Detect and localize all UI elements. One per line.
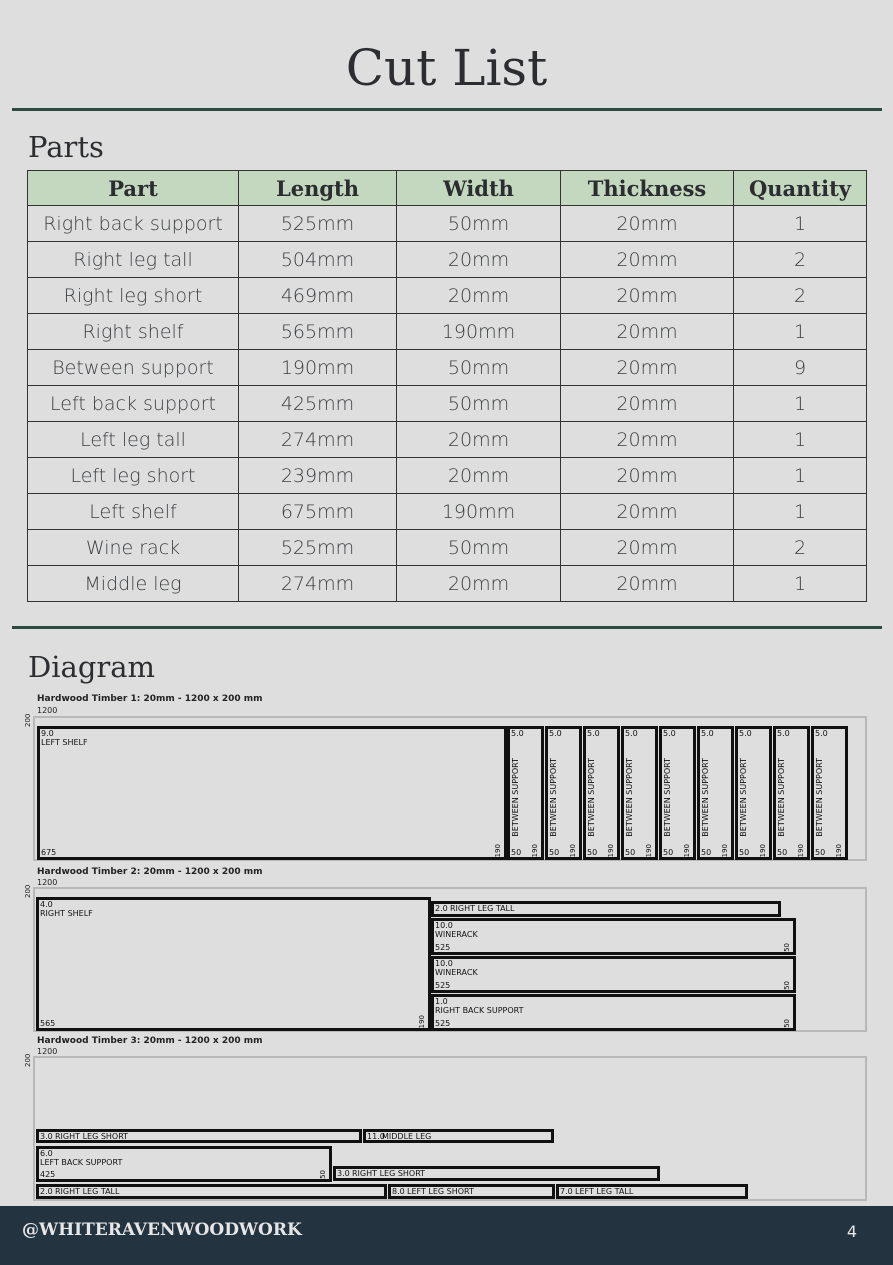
table-cell: 469mm — [239, 278, 397, 314]
footer-handle: @WHITERAVENWOODWORK — [22, 1220, 302, 1240]
table-row — [28, 530, 867, 566]
page-title: Cut List — [345, 39, 548, 97]
piece-left-back-support: 6.0 LEFT BACK SUPPORT 425 50 — [36, 1146, 332, 1182]
table-row — [28, 386, 867, 422]
piece-between-support: 5.0 BETWEEN SUPPORT 50 190 — [621, 726, 658, 860]
table-cell: 20mm — [561, 494, 734, 530]
table-cell: 675mm — [239, 494, 397, 530]
table-cell: Left leg tall — [28, 422, 239, 458]
table-cell: 1 — [734, 386, 867, 422]
table-cell: 1 — [734, 494, 867, 530]
timber-2-width: 200 — [24, 884, 32, 898]
table-cell: 20mm — [397, 422, 561, 458]
table-cell: Wine rack — [28, 530, 239, 566]
table-cell: Right back support — [28, 206, 239, 242]
table-row — [28, 458, 867, 494]
table-row — [28, 566, 867, 602]
piece-between-support: 5.0 BETWEEN SUPPORT 50 190 — [735, 726, 772, 860]
table-row — [28, 350, 867, 386]
piece-left-leg-short: 8.0 LEFT LEG SHORT — [388, 1184, 555, 1199]
table-row — [28, 278, 867, 314]
header-width: Width — [397, 171, 561, 206]
table-cell: Middle leg — [28, 566, 239, 602]
piece-right-leg-short-1: 3.0 RIGHT LEG SHORT — [36, 1129, 362, 1143]
table-cell: 50mm — [397, 386, 561, 422]
piece-right-leg-short-2: 3.0 RIGHT LEG SHORT — [333, 1166, 660, 1181]
table-cell: 20mm — [561, 566, 734, 602]
header-part: Part — [28, 171, 239, 206]
table-cell: 274mm — [239, 566, 397, 602]
table-cell: Between support — [28, 350, 239, 386]
table-cell: 2 — [734, 242, 867, 278]
timber-1-board — [33, 716, 867, 861]
timber-1-length: 1200 — [37, 706, 58, 715]
piece-between-support: 5.0 BETWEEN SUPPORT 50 190 — [507, 726, 544, 860]
timber-3-length: 1200 — [37, 1047, 58, 1056]
table-cell: 504mm — [239, 242, 397, 278]
piece-between-support: 5.0 BETWEEN SUPPORT 50 190 — [659, 726, 696, 860]
piece-right-back-support: 1.0 RIGHT BACK SUPPORT 525 50 — [431, 994, 796, 1031]
table-row — [28, 206, 867, 242]
timber-3-width: 200 — [24, 1053, 32, 1067]
table-cell: 20mm — [397, 242, 561, 278]
title-divider — [12, 108, 882, 111]
table-cell: 1 — [734, 422, 867, 458]
table-cell: 1 — [734, 566, 867, 602]
piece-left-shelf: 9.0 LEFT SHELF 675 190 — [37, 726, 507, 860]
table-cell: 20mm — [561, 314, 734, 350]
table-cell: 9 — [734, 350, 867, 386]
table-cell: Left shelf — [28, 494, 239, 530]
diagram-divider — [12, 626, 882, 629]
table-cell: 20mm — [397, 458, 561, 494]
parts-heading: Parts — [28, 130, 104, 164]
table-row — [28, 242, 867, 278]
table-cell: 50mm — [397, 530, 561, 566]
table-cell: 20mm — [561, 458, 734, 494]
table-cell: 20mm — [561, 386, 734, 422]
table-row — [28, 314, 867, 350]
header-quantity: Quantity — [734, 171, 867, 206]
table-cell: 190mm — [397, 494, 561, 530]
table-header-row — [28, 171, 867, 206]
header-length: Length — [239, 171, 397, 206]
table-cell: 2 — [734, 278, 867, 314]
piece-right-leg-tall: 2.0 RIGHT LEG TALL — [36, 1184, 387, 1199]
piece-between-support: 5.0 BETWEEN SUPPORT 50 190 — [583, 726, 620, 860]
table-cell: 190mm — [239, 350, 397, 386]
table-cell: 20mm — [397, 278, 561, 314]
table-cell: 20mm — [561, 278, 734, 314]
table-cell: 1 — [734, 206, 867, 242]
piece-between-support: 5.0 BETWEEN SUPPORT 50 190 — [545, 726, 582, 860]
table-cell: Right leg tall — [28, 242, 239, 278]
timber-3-board — [33, 1056, 867, 1201]
table-cell: 20mm — [561, 242, 734, 278]
table-cell: 190mm — [397, 314, 561, 350]
table-cell: Right leg short — [28, 278, 239, 314]
timber-1-width: 200 — [24, 713, 32, 727]
timber-2-board — [33, 887, 867, 1032]
table-row — [28, 494, 867, 530]
table-cell: 20mm — [561, 530, 734, 566]
table-cell: Right shelf — [28, 314, 239, 350]
timber-1-label: Hardwood Timber 1: 20mm - 1200 x 200 mm — [37, 694, 263, 704]
table-cell: 20mm — [561, 422, 734, 458]
piece-middle-leg: 11.0 MIDDLE LEG — [363, 1129, 554, 1143]
table-cell: 425mm — [239, 386, 397, 422]
timber-3-label: Hardwood Timber 3: 20mm - 1200 x 200 mm — [37, 1036, 263, 1046]
table-cell: 525mm — [239, 206, 397, 242]
table-cell: 50mm — [397, 350, 561, 386]
diagram-heading: Diagram — [28, 650, 156, 684]
piece-winerack-2: 10.0 WINERACK 525 50 — [431, 956, 796, 993]
table-cell: 2 — [734, 530, 867, 566]
piece-right-shelf: 4.0 RIGHT SHELF 565 190 — [36, 897, 431, 1031]
table-cell: Left leg short — [28, 458, 239, 494]
table-cell: 239mm — [239, 458, 397, 494]
piece-between-support: 5.0 BETWEEN SUPPORT 50 190 — [697, 726, 734, 860]
header-thickness: Thickness — [561, 171, 734, 206]
parts-table — [27, 170, 867, 602]
piece-between-support: 5.0 BETWEEN SUPPORT 50 190 — [811, 726, 848, 860]
table-cell: 50mm — [397, 206, 561, 242]
table-cell: 1 — [734, 314, 867, 350]
timber-2-label: Hardwood Timber 2: 20mm - 1200 x 200 mm — [37, 867, 263, 877]
table-cell: 565mm — [239, 314, 397, 350]
timber-2-length: 1200 — [37, 878, 58, 887]
table-cell: 20mm — [397, 566, 561, 602]
table-cell: 525mm — [239, 530, 397, 566]
table-cell: 274mm — [239, 422, 397, 458]
table-cell: 1 — [734, 458, 867, 494]
piece-winerack-1: 10.0 WINERACK 525 50 — [431, 918, 796, 955]
table-cell: 20mm — [561, 206, 734, 242]
table-cell: Left back support — [28, 386, 239, 422]
table-cell: 20mm — [561, 350, 734, 386]
piece-left-leg-tall: 7.0 LEFT LEG TALL — [556, 1184, 748, 1199]
piece-right-leg-tall: 2.0 RIGHT LEG TALL — [431, 901, 781, 917]
piece-between-support: 5.0 BETWEEN SUPPORT 50 190 — [773, 726, 810, 860]
page-number: 4 — [846, 1222, 857, 1241]
table-row — [28, 422, 867, 458]
footer-bar — [0, 1206, 893, 1265]
